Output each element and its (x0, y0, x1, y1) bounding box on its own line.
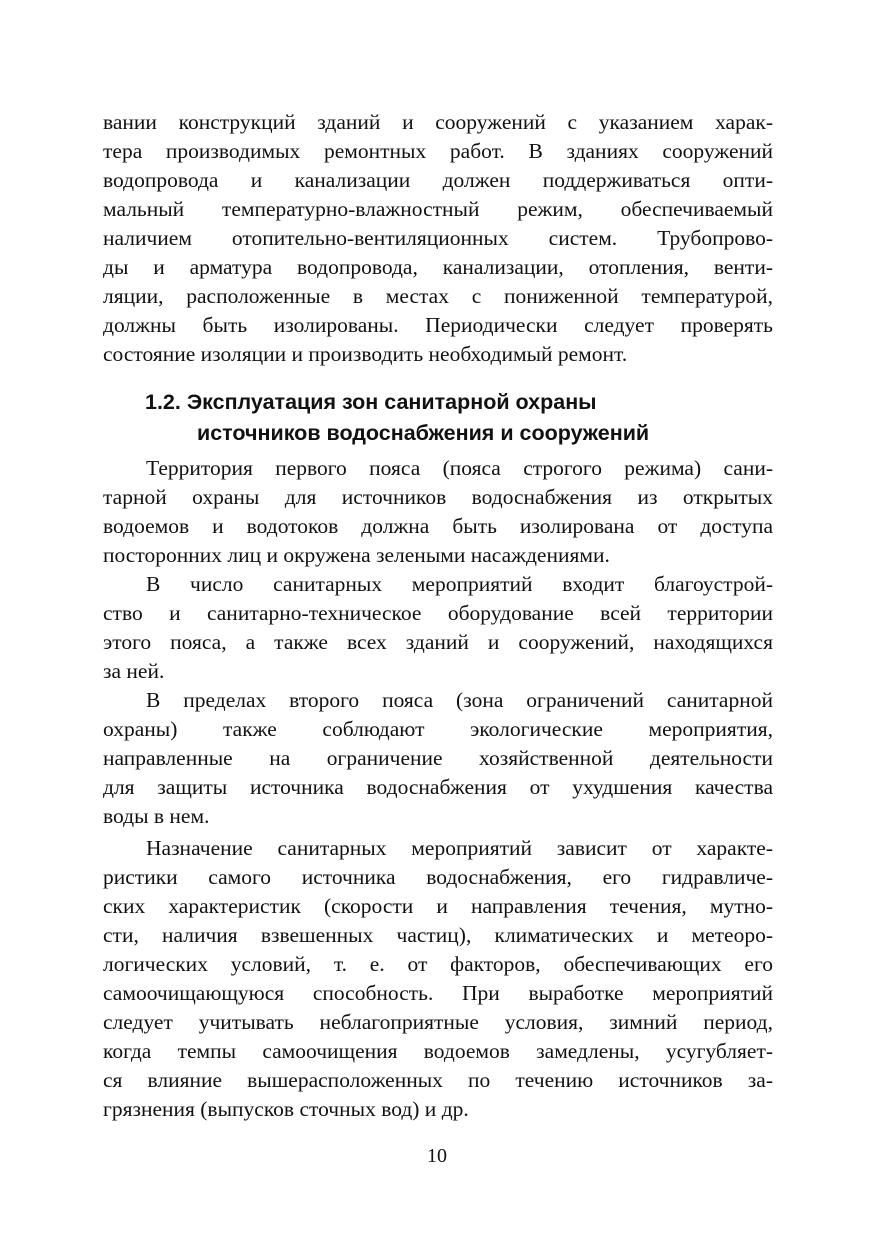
text-line: наличием отопительно-вентиляционных систем. Трубопрово- (103, 226, 773, 250)
text-line: сти, наличия взвешенных частиц), климатических и метеоро- (103, 923, 773, 947)
paragraph-sanitary-measures (103, 570, 773, 686)
text-line: ристики самого источника водоснабжения, его гидравличе- (103, 865, 773, 889)
page-number: 10 (427, 1145, 447, 1167)
intro-paragraph (103, 108, 773, 369)
text-line: должны быть изолированы. Периодически следует проверять (103, 313, 773, 337)
text-line: тера производимых ремонтных работ. В зданиях сооружений (103, 139, 773, 163)
text-line: Назначение санитарных мероприятий зависит от характе- (146, 836, 773, 860)
text-line: этого пояса, а также всех зданий и сооружений, находящихся (103, 630, 773, 654)
text-line: для защиты источника водоснабжения от ухудшения качества (103, 775, 773, 799)
text-line: самоочищающуюся способность. При выработке мероприятий (103, 981, 773, 1005)
paragraph-first-zone (103, 454, 773, 570)
section-heading-line2: источников водоснабжения и сооружений (197, 421, 650, 445)
text-line: грязнения (выпусков сточных вод) и др. (103, 1097, 469, 1121)
text-line: Территория первого пояса (пояса строгого режима) сани- (146, 456, 773, 480)
text-line: ды и арматура водопровода, канализации, отопления, венти- (103, 255, 773, 279)
paragraph-second-zone (103, 686, 773, 831)
text-line: направленные на ограничение хозяйственной деятельности (103, 746, 773, 770)
text-line: состояние изоляции и производить необходимый ремонт. (103, 342, 628, 366)
text-line: охраны) также соблюдают экологические мероприятия, (103, 717, 773, 741)
section-heading-line1: 1.2. Эксплуатация зон санитарной охраны (145, 390, 597, 414)
text-line: вании конструкций зданий и сооружений с указанием харак- (103, 110, 773, 134)
text-line: тарной охраны для источников водоснабжения из открытых (103, 485, 773, 509)
text-line: воды в нем. (103, 804, 210, 828)
text-line: за ней. (103, 659, 165, 683)
text-line: мальный температурно-влажностный режим, обеспечиваемый (103, 197, 773, 221)
text-line: ся влияние вышерасположенных по течению источников за- (103, 1068, 773, 1092)
text-line: ляции, расположенные в местах с пониженной температурой, (103, 284, 773, 308)
text-line: В пределах второго пояса (зона ограничений санитарной (146, 688, 773, 712)
text-line: ских характеристик (скорости и направления течения, мутно- (103, 894, 773, 918)
text-line: В число санитарных мероприятий входит благоустрой- (146, 572, 773, 596)
text-line: когда темпы самоочищения водоемов замедлены, усугубляет- (103, 1039, 773, 1063)
paragraph-measures-purpose (103, 834, 773, 1124)
text-line: водопровода и канализации должен поддерживаться опти- (103, 168, 773, 192)
text-line: следует учитывать неблагоприятные условия, зимний период, (103, 1010, 773, 1034)
text-line: логических условий, т. е. от факторов, обеспечивающих его (103, 952, 773, 976)
text-line: посторонних лиц и окружена зелеными насаждениями. (103, 543, 610, 567)
text-line: ство и санитарно-техническое оборудование всей территории (103, 601, 773, 625)
text-line: водоемов и водотоков должна быть изолирована от доступа (103, 514, 773, 538)
section-heading (145, 387, 785, 449)
